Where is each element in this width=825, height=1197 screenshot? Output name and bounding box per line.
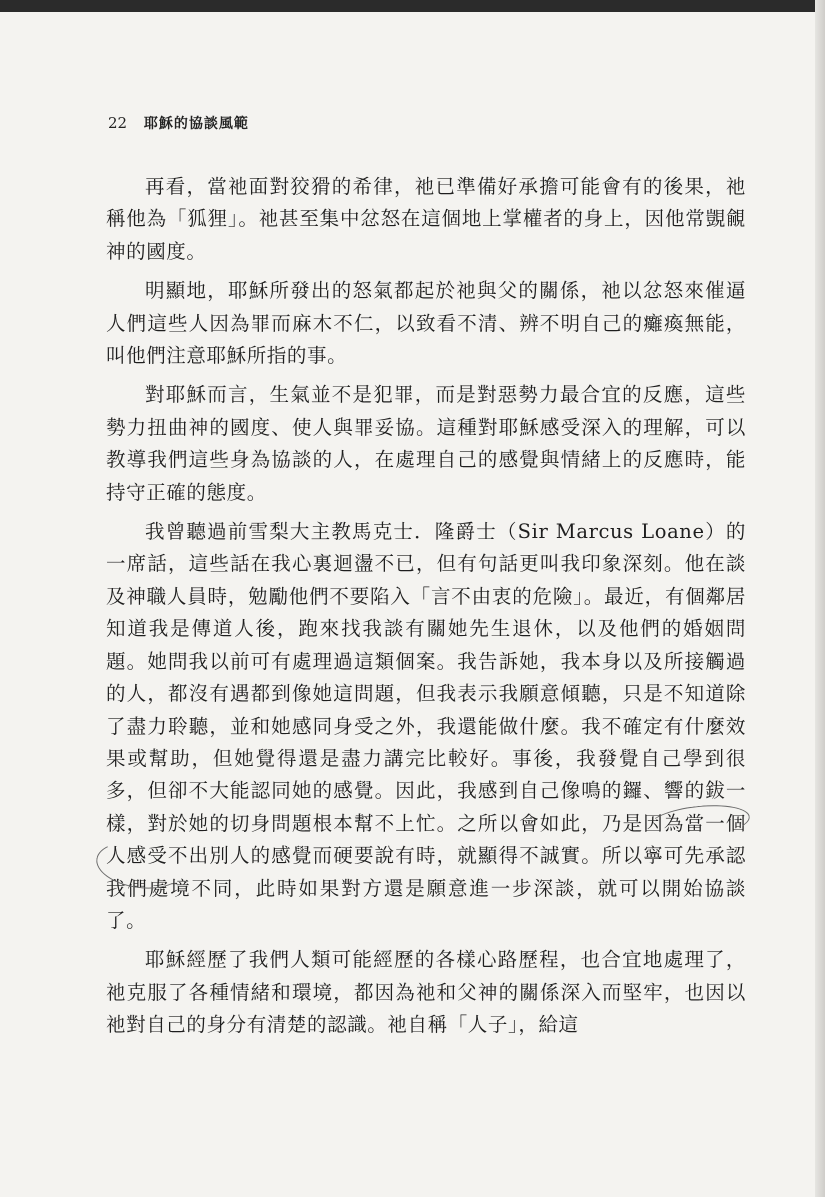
paragraph-son-of-man: 耶穌經歷了我們人類可能經歷的各樣心路歷程，也合宜地處理了，祂克服了各種情緒和環境，都因為祂和父神的關係深入而堅牢，也因以祂對自己的身分有清楚的認識。祂自稱「人子」，給這	[106, 948, 746, 1037]
body-text	[106, 171, 746, 1049]
book-title: 耶穌的協談風範	[143, 116, 249, 132]
scan-border-right	[815, 0, 825, 1197]
page-number: 22	[108, 114, 128, 132]
paragraph-marcus-loane: 我曾聽過前雪梨大主教馬克士．隆爵士（Sir Marcus Loane）的一席話，這些話在我心裏迴盪不已，但有句話更叫我印象深刻。他在談及神職人員時，勉勵他們不要陷入「言不由衷的危險」。最近，有個鄰居知道我是傳道人後，跑來找我談有關她先生退休，以及他們的婚姻問題。她問我以前可有處理過這類個案。我告訴她，我本身以及所接觸過的人，都沒有遇都到像她這問題，但我表示我願意傾聽，只是不知道除了盡力聆聽，並和她感同身受之外，我還能做什麼。我不確定有什麼效果或幫助，但她覺得還是盡力講完比較好。事後，我發覺自己學到很多，但卻不大能認同她的感覺。因此，我感到自己像鳴的鑼、響的鈸一樣，對於她的切身問題根本幫不上忙。之所以會如此，乃是因為當一個人感受不出別人的感覺而硬要說有時，就顯得不誠實。所以寧可先承認我們處境不同，此時如果對方還是願意進一步深談，就可以開始協談了。	[106, 520, 746, 932]
paragraph-anger-not-sin: 對耶穌而言，生氣並不是犯罪，而是對惡勢力最合宜的反應，這些勢力扭曲神的國度、使人與罪妥協。這種對耶穌感受深入的理解，可以教導我們這些身為協談的人，在處理自己的感覺與情緒上的反應時，能持守正確的態度。	[106, 383, 746, 504]
running-head	[108, 113, 249, 133]
paragraph-anger-origin: 明顯地，耶穌所發出的怒氣都起於祂與父的關係，祂以忿怒來催逼人們這些人因為罪而麻木不仁，以致看不清、辨不明自己的癱瘓無能，叫他們注意耶穌所指的事。	[106, 279, 746, 368]
paragraph-herod: 再看，當祂面對狡猾的希律，祂已準備好承擔可能會有的後果，祂稱他為「狐狸」。祂甚至集中忿怒在這個地上掌權者的身上，因他常覬覦神的國度。	[106, 175, 746, 263]
scan-border-top	[0, 0, 825, 12]
